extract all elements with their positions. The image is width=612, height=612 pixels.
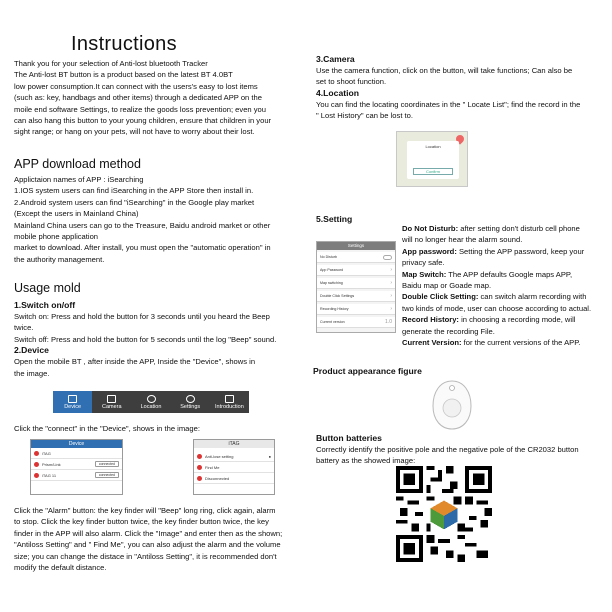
alarm-text: Click the "Alarm" button: the key finder will "Beep" long ring, click again, alarm to stop. Click the key finder button twice, the key finder button twice, the key finder in the APP will also alarm. Click the "Image" and enter then as the shown; "Antiloss Setting" and " Find Me", you can also adjust the alarm and the volume size; you can change the distace in "Antiloss Setting", it is recommended don't modify the default distance. — [14, 506, 283, 573]
batteries-text: Correctly identify the positive pole and the negative pole of the CR2032 button battery as the showed image: — [316, 445, 579, 466]
switch-heading: 1.Switch on/off — [14, 300, 76, 310]
settings-row: Current version 1.0 — [317, 317, 395, 328]
device-row: Prism/Link connected — [31, 459, 122, 470]
location-screen-image — [396, 131, 468, 187]
chevron-right-icon: › — [390, 267, 392, 273]
tag-icon — [197, 454, 202, 459]
product-figure-heading: Product appearance figure — [313, 366, 422, 376]
tag-icon — [34, 473, 39, 478]
location-heading: 4.Location — [316, 87, 359, 98]
settings-row: Double Click Settings › — [317, 291, 395, 302]
connect-text: Click the "connect" in the "Device", shows in the image: — [14, 424, 200, 433]
device-row: iTAG — [31, 448, 122, 459]
location-icon — [147, 395, 156, 403]
camera-heading: 3.Camera — [316, 54, 355, 64]
setting-descriptions: Do Not Disturb: after setting don't disturb cell phone will no longer hear the alarm sound. App password: Setting the APP password, keep your privacy safe. Map Switch: The APP defaults Google maps APP, Baidu map or Goade map. Double Click Setting: can switch alarm recording with two kinds of mode, user can choose according to actual. Record History: in choosing a recording mode, will generate the recording File. Current Version: for the current versions of the APP. — [402, 224, 592, 348]
qr-code-image — [396, 466, 492, 562]
device-row: iTAG 11 connected — [31, 470, 122, 481]
batteries-heading: Button batteries — [316, 433, 382, 443]
product-image — [428, 378, 476, 432]
settings-row: App Password › — [317, 265, 395, 276]
list-icon — [68, 395, 77, 403]
switch-text: Switch on: Press and hold the button for 3 seconds until you heard the Beep twice. Switch off: Press and hold the button for 5 seconds until the log "Beep" sound. — [14, 312, 277, 344]
app-nav-bar — [53, 391, 249, 413]
device-text: Open the mobile BT , after inside the APP, Inside the "Device", shows in the image. — [14, 357, 256, 378]
camera-text: Use the camera function, click on the button, will take functions; Can also be set to shoot function. — [316, 66, 573, 87]
itag-row: Anti-lose setting ● — [194, 451, 274, 462]
location-text: You can find the locating coordinates in the " Locate List"; find the record in the " Lost History" can be lost to. — [316, 99, 581, 121]
nav-tab-camera: Camera — [92, 391, 131, 413]
settings-row: No Disturb — [317, 252, 395, 263]
settings-row: Recording History › — [317, 304, 395, 315]
tag-icon — [34, 462, 39, 467]
chevron-right-icon: › — [390, 280, 392, 286]
intro-text: Thank you for your selection of Anti-lost bluetooth Tracker The Anti-lost BT button is a product based on the latest BT 4.0BT low power consumption.It can connect with the users's easy to lost items (such as: key, handbags and other items) through a dedicated APP on the moile end software Settings, to realize the goods loss prevention; even you can also hang this button to your young children, ensure that children in your sight range; or hang on your pets, will not have to worry about their lost. — [14, 59, 272, 137]
itag-screen-image: iTAG Anti-lose setting ● Find Me Disconnected — [193, 439, 275, 495]
page-title: Instructions — [71, 33, 177, 55]
camera-icon — [107, 395, 116, 403]
nav-tab-settings: Settings — [171, 391, 210, 413]
chevron-right-icon: › — [390, 293, 392, 299]
nav-tab-introduction: Introduction — [210, 391, 249, 413]
tag-icon — [34, 451, 39, 456]
tag-icon — [197, 476, 202, 481]
nav-tab-device: Device — [53, 391, 92, 413]
tag-icon — [197, 465, 202, 470]
toggle-icon — [383, 255, 392, 260]
settings-row: Map switching › — [317, 278, 395, 289]
device-heading: 2.Device — [14, 345, 49, 356]
nav-tab-location: Location — [131, 391, 170, 413]
app-download-heading: APP download method — [14, 157, 141, 171]
setting-heading: 5.Setting — [316, 214, 353, 224]
chevron-right-icon: › — [390, 306, 392, 312]
location-card: Location Confirm — [407, 141, 459, 179]
radio-icon: ● — [268, 453, 271, 459]
itag-row: Disconnected — [194, 473, 274, 484]
device-screen-image: Device iTAG Prism/Link connected iTAG 11 connected — [30, 439, 123, 495]
settings-screen-image: Settings No Disturb App Password › Map switching › Double Click Settings › Recording History › Current version 1.0 — [316, 241, 396, 333]
usage-heading: Usage mold — [14, 281, 81, 295]
gear-icon — [186, 395, 195, 403]
book-icon — [225, 395, 234, 403]
itag-row: Find Me — [194, 462, 274, 473]
app-download-text: Applictaion names of APP : iSearching 1.IOS system users can find iSearching in the APP Store then install in. 2.Android system users can find "iSearching" in the Google play market (Except the users in Mainland China) Mainland China users can go to the Treasure, Baidu android market or other mobile phone application market to download. After install, you must open the "automatic operation" in the authority management. — [14, 175, 271, 264]
